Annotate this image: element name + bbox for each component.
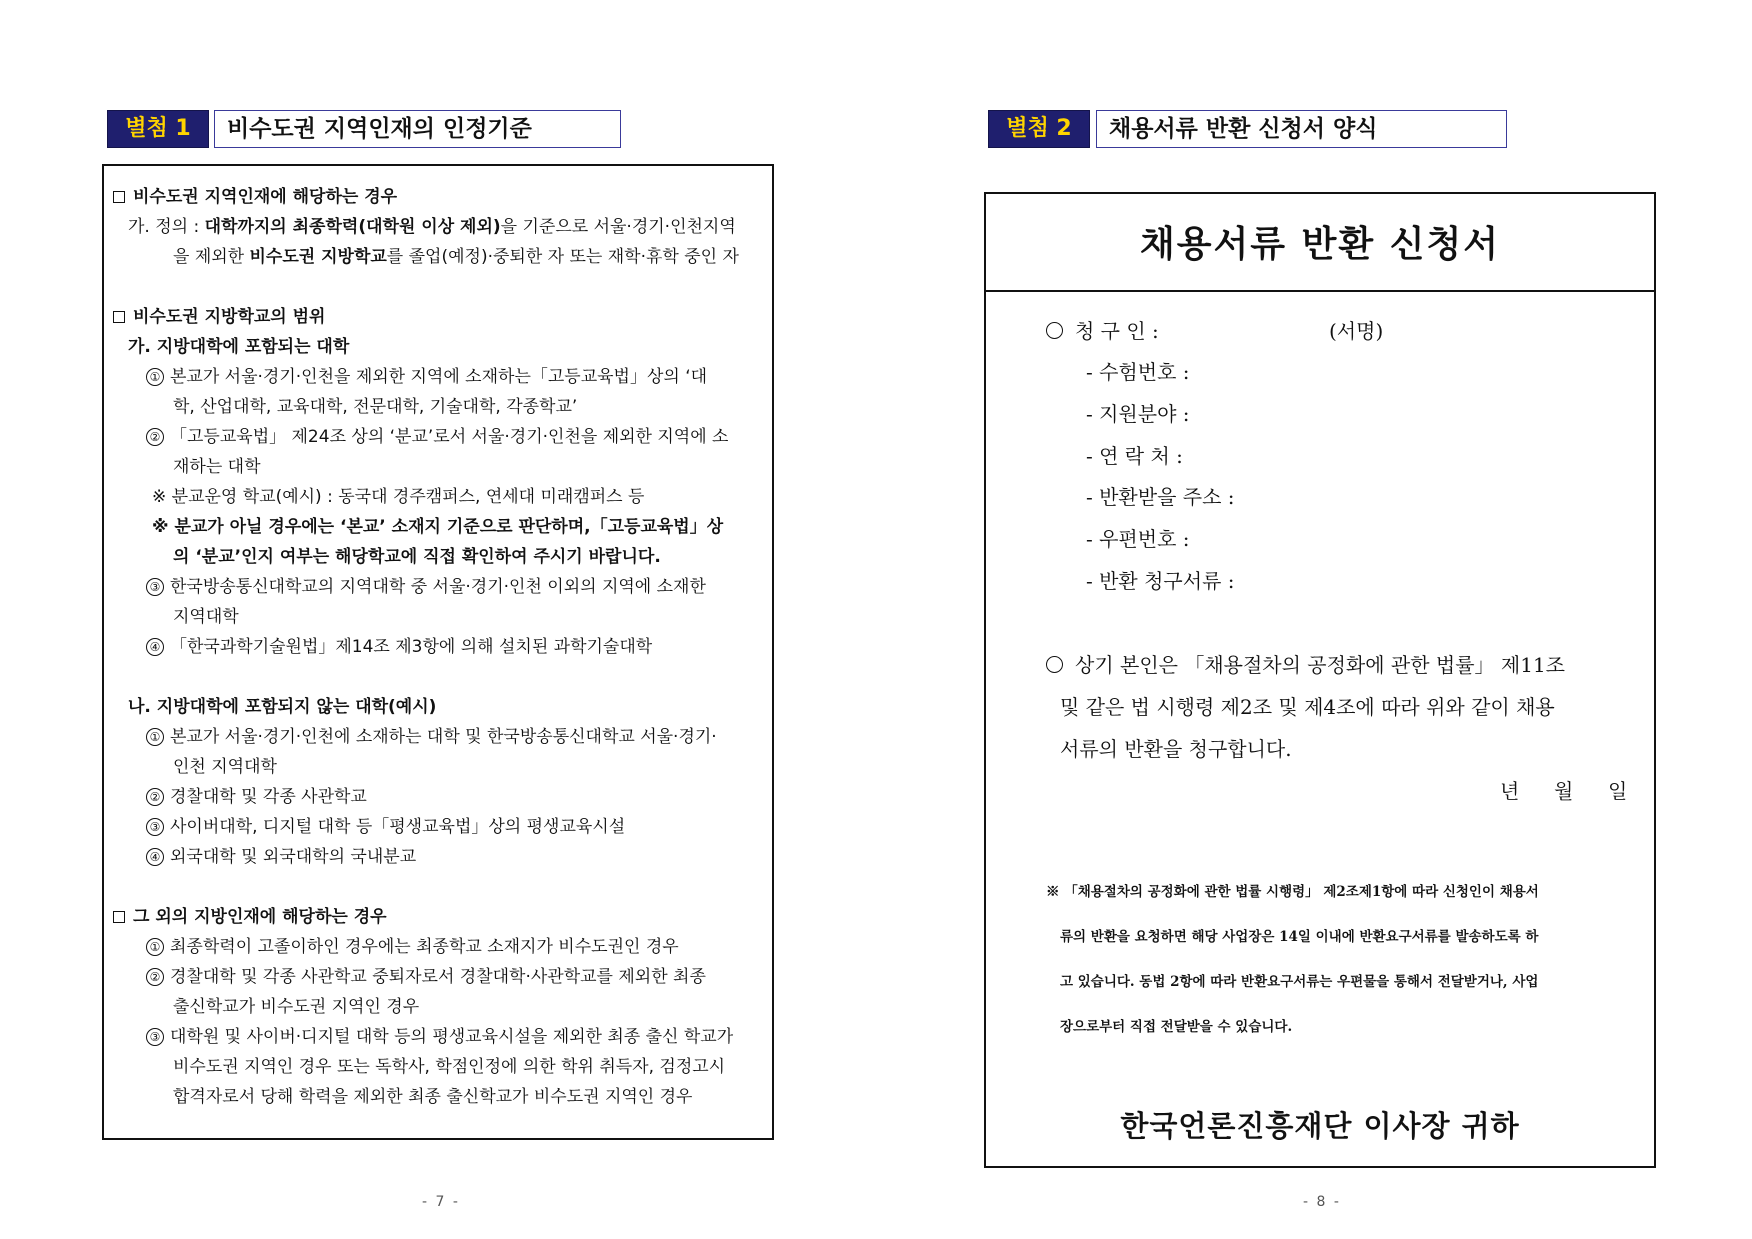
date-year-label: 년: [1500, 779, 1520, 803]
list-item-continuation: 출신학교가 비수도권 지역인 경우: [173, 997, 420, 1017]
note-branch-campus-example: ※ 분교운영 학교(예시) : 동국대 경주캠퍼스, 연세대 미래캠퍼스 등: [152, 487, 645, 507]
list-item: ② 경찰대학 및 각종 사관학교 중퇴자로서 경찰대학·사관학교를 제외한 최종: [146, 966, 706, 988]
list-item: ④ 「한국과학기술원법」제14조 제3항에 의해 설치된 과학기술대학: [146, 636, 652, 658]
circled-number-marker: ④: [146, 638, 164, 656]
section-2-heading: 비수도권 지방학교의 범위: [113, 306, 325, 328]
circled-number-marker: ③: [146, 1028, 164, 1046]
list-item-continuation: 학, 산업대학, 교육대학, 전문대학, 기술대학, 각종학교’: [173, 397, 578, 417]
circled-number-marker: ③: [146, 818, 164, 836]
list-item: ② 「고등교육법」 제24조 상의 ‘분교’로서 서울·경기·인천을 제외한 지역에 소: [146, 426, 728, 448]
return-address-field: - 반환받을 주소 :: [1086, 485, 1235, 509]
circled-number-marker: ②: [146, 968, 164, 986]
statement-line-3: 서류의 반환을 청구합니다.: [1060, 737, 1292, 761]
circled-number-marker: ②: [146, 788, 164, 806]
notice-line-3: 고 있습니다. 동법 2항에 따라 반환요구서류는 우편물을 통해서 전달받거나, 사업: [1060, 974, 1539, 990]
list-item: ③ 대학원 및 사이버·디지털 대학 등의 평생교육시설을 제외한 최종 출신 학교가: [146, 1026, 733, 1048]
circle-bullet-icon: [1046, 656, 1063, 673]
list-item-continuation: 인천 지역대학: [173, 757, 277, 777]
attachment-1-title: 비수도권 지역인재의 인정기준: [214, 110, 621, 148]
form-title: 채용서류 반환 신청서: [1139, 224, 1501, 265]
list-item: ③ 사이버대학, 디지털 대학 등「평생교육법」상의 평생교육시설: [146, 816, 625, 838]
note-branch-campus-check: ※ 분교가 아닐 경우에는 ‘본교’ 소재지 기준으로 판단하며,「고등교육법」상: [152, 517, 724, 537]
section-1-heading: 비수도권 지역인재에 해당하는 경우: [113, 186, 397, 208]
list-item: ① 본교가 서울·경기·인천을 제외한 지역에 소재하는「고등교육법」상의 ‘대: [146, 366, 707, 388]
claimant-field: 청 구 인 :: [1046, 318, 1159, 344]
subsection-na-heading: 나. 지방대학에 포함되지 않는 대학(예시): [128, 697, 437, 717]
list-item: ③ 한국방송통신대학교의 지역대학 중 서울·경기·인천 이외의 지역에 소재한: [146, 576, 706, 598]
regional-talent-criteria-box: [102, 164, 774, 1140]
section-3-heading: 그 외의 지방인재에 해당하는 경우: [113, 906, 387, 928]
definition-line-1: 가. 정의 : 대학까지의 최종학력(대학원 이상 제외)을 기준으로 서울·경기·인천지역: [128, 217, 736, 237]
page-number-right: - 8 -: [1303, 1194, 1341, 1210]
list-item: ① 최종학력이 고졸이하인 경우에는 최종학교 소재지가 비수도권인 경우: [146, 936, 679, 958]
circled-number-marker: ④: [146, 848, 164, 866]
contact-field: - 연 락 처 :: [1086, 444, 1183, 468]
checkbox-square-icon: [113, 911, 125, 923]
attachment-2-title: 채용서류 반환 신청서 양식: [1096, 110, 1507, 148]
definition-line-2: 을 제외한 비수도권 지방학교를 졸업(예정)·중퇴한 자 또는 재학·휴학 중인 자: [173, 247, 739, 267]
date-month-label: 월: [1554, 779, 1574, 803]
statement-line-1: 상기 본인은 「채용절차의 공정화에 관한 법률」 제11조: [1046, 652, 1565, 678]
signature-label: (서명): [1329, 319, 1384, 343]
circled-number-marker: ①: [146, 728, 164, 746]
list-item-continuation: 합격자로서 당해 학력을 제외한 최종 출신학교가 비수도권 지역인 경우: [173, 1087, 693, 1107]
application-field-field: - 지원분야 :: [1086, 402, 1190, 426]
list-item-continuation: 지역대학: [173, 607, 239, 627]
requested-documents-field: - 반환 청구서류 :: [1086, 569, 1235, 593]
attachment-1-tag: 별첨 1: [107, 110, 209, 148]
date-day-label: 일: [1608, 779, 1628, 803]
list-item: ④ 외국대학 및 외국대학의 국내분교: [146, 846, 416, 868]
subsection-ga-heading: 가. 지방대학에 포함되는 대학: [128, 337, 350, 357]
statement-line-2: 및 같은 법 시행령 제2조 및 제4조에 따라 위와 같이 채용: [1060, 695, 1555, 719]
list-item-continuation: 재하는 대학: [173, 457, 261, 477]
circled-number-marker: ①: [146, 368, 164, 386]
list-item: ② 경찰대학 및 각종 사관학교: [146, 786, 367, 808]
notice-line-2: 류의 반환을 요청하면 해당 사업장은 14일 이내에 반환요구서류를 발송하도록 하: [1060, 929, 1539, 945]
list-item-continuation: 비수도권 지역인 경우 또는 독학사, 학점인정에 의한 학위 취득자, 검정고시: [173, 1057, 726, 1077]
checkbox-square-icon: [113, 311, 125, 323]
attachment-2-tag: 별첨 2: [988, 110, 1090, 148]
note-branch-campus-check-continuation: 의 ‘분교’인지 여부는 해당학교에 직접 확인하여 주시기 바랍니다.: [173, 547, 661, 567]
notice-line-4: 장으로부터 직접 전달받을 수 있습니다.: [1060, 1019, 1293, 1035]
list-item: ① 본교가 서울·경기·인천에 소재하는 대학 및 한국방송통신대학교 서울·경기·: [146, 726, 717, 748]
return-request-form-box: [984, 192, 1656, 1168]
circled-number-marker: ②: [146, 428, 164, 446]
circled-number-marker: ③: [146, 578, 164, 596]
circled-number-marker: ①: [146, 938, 164, 956]
notice-line-1: ※ 「채용절차의 공정화에 관한 법률 시행령」 제2조제1항에 따라 신청인이 채용서: [1046, 884, 1539, 900]
postal-code-field: - 우편번호 :: [1086, 527, 1190, 551]
addressee: 한국언론진흥재단 이사장 귀하: [1120, 1109, 1520, 1143]
checkbox-square-icon: [113, 191, 125, 203]
form-title-area: [986, 194, 1654, 292]
circle-bullet-icon: [1046, 322, 1063, 339]
exam-number-field: - 수험번호 :: [1086, 360, 1190, 384]
page-number-left: - 7 -: [422, 1194, 460, 1210]
